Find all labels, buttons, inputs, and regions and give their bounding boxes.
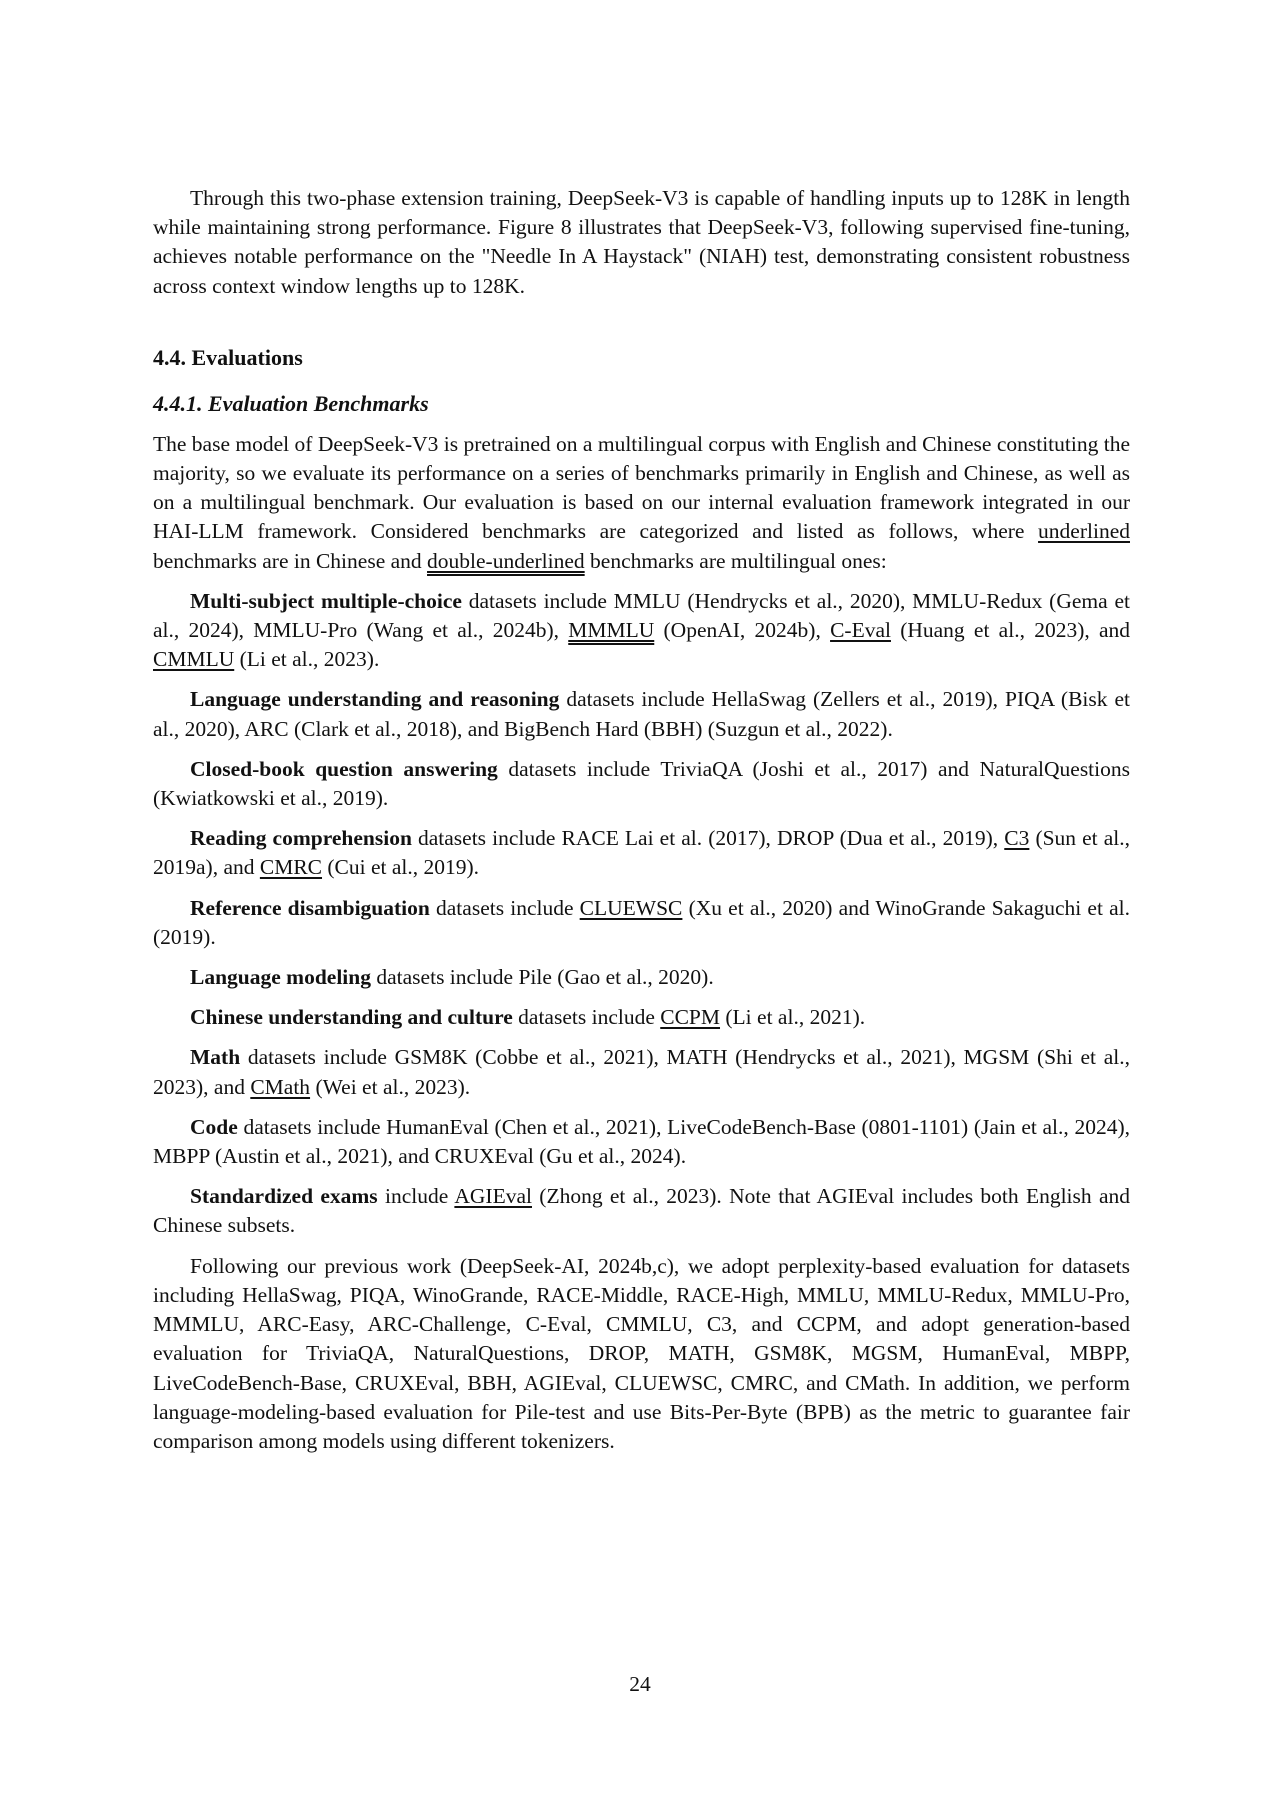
- text-run: (Cui et al., 2019).: [322, 855, 480, 880]
- text-run: include: [377, 1184, 455, 1209]
- double-underlined-term: MMMLU: [568, 618, 655, 643]
- category-reading-comprehension: [153, 824, 1130, 882]
- double-underlined-term: double-underlined: [427, 548, 585, 573]
- category-language-understanding: [153, 685, 1130, 743]
- category-label: Language understanding and reasoning: [190, 687, 560, 712]
- text-run: datasets include: [429, 895, 580, 920]
- category-label: Chinese understanding and culture: [190, 1005, 513, 1030]
- subsection-title: 4.4.1. Evaluation Benchmarks: [153, 390, 429, 416]
- text-run: datasets include: [512, 1005, 661, 1030]
- category-chinese-understanding: [153, 1003, 1130, 1032]
- followup-paragraph: Following our previous work (DeepSeek-AI, 2024b,c), we adopt perplexity-based evaluation for datasets including HellaSwag, PIQA, WinoGrande, RACE-Middle, RACE-High, MMLU, MMLU-Redux, MMLU-Pro, MMMLU, ARC-Easy, ARC-Challenge, C-Eval, CMMLU, C3, and CCPM, and adopt generation-based evaluation for TriviaQA, NaturalQuestions, DROP, MATH, GSM8K, MGSM, HumanEval, MBPP, LiveCodeBench-Base, CRUXEval, BBH, AGIEval, CLUEWSC, CMRC, and CMath. In addition, we perform language-modeling-based evaluation for Pile-test and use Bits-Per-Byte (BPB) as the metric to guarantee fair comparison among models using different tokenizers.: [153, 1253, 1130, 1453]
- category-label: Closed-book question answering: [190, 756, 498, 781]
- text-run: (Li et al., 2023).: [234, 647, 380, 672]
- underlined-term: CLUEWSC: [579, 895, 683, 920]
- category-label: Reference disambiguation: [190, 895, 430, 920]
- text-run: datasets include RACE Lai et al. (2017), DROP (Dua et al., 2019),: [411, 826, 1005, 851]
- underlined-term: CCPM: [660, 1005, 721, 1030]
- category-label: Reading comprehension: [190, 826, 412, 851]
- underlined-term: CMMLU: [153, 647, 235, 672]
- text-run: benchmarks are in Chinese and: [153, 548, 428, 573]
- category-label: Code: [190, 1114, 238, 1139]
- text-run: datasets include GSM8K (Cobbe et al., 2021), MATH (Hendrycks et al., 2021), MGSM (Shi et al., 2023), and: [153, 1045, 1130, 1099]
- category-multi-subject: [153, 587, 1130, 675]
- text-run: datasets include TriviaQA (Joshi et al., 2017) and NaturalQuestions (Kwiatkowski et al., 2019).: [153, 756, 1130, 811]
- text-run: (Li et al., 2021).: [720, 1005, 866, 1030]
- category-label: Math: [190, 1045, 241, 1070]
- section-title: 4.4. Evaluations: [153, 344, 303, 370]
- underlined-term: AGIEval: [454, 1184, 532, 1209]
- category-reference-disambiguation: [153, 894, 1130, 952]
- category-label: Language modeling: [190, 965, 371, 990]
- category-closed-book-qa: [153, 755, 1130, 813]
- text-run: (Wei et al., 2023).: [310, 1074, 471, 1099]
- category-label: Standardized exams: [190, 1184, 378, 1209]
- category-language-modeling: [153, 963, 1130, 992]
- underlined-term: C3: [1004, 826, 1030, 851]
- text-run: (Sun et al., 2019a), and: [153, 826, 1131, 880]
- page-number: 24: [629, 1672, 651, 1696]
- intro-paragraph: Through this two-phase extension training, DeepSeek-V3 is capable of handling inputs up to 128K in length while maintaining strong performance. Figure 8 illustrates that DeepSeek-V3, following supervised fine-tuning, achieves notable performance on the "Needle In A Haystack" (NIAH) test, demonstrating consistent robustness across context window lengths up to 128K.: [153, 186, 1130, 298]
- category-math: [153, 1043, 1130, 1101]
- underlined-term: CMath: [250, 1074, 311, 1099]
- text-run: The base model of DeepSeek-V3 is pretrained on a multilingual corpus with English and Chinese constituting the majority, so we evaluate its performance on a series of benchmarks primarily in English and Chinese, as well as on a multilingual benchmark. Our evaluation is based on our internal evaluation framework integrated in our HAI-LLM framework. Considered benchmarks are categorized and listed as follows, where: [153, 431, 1130, 544]
- paper-page: [153, 184, 1130, 1456]
- underlined-term: C-Eval: [830, 618, 891, 643]
- text-run: (OpenAI, 2024b),: [654, 618, 831, 643]
- benchmarks-intro-paragraph: [153, 430, 1130, 576]
- text-run: (Huang et al., 2023), and: [890, 618, 1131, 643]
- underlined-term: CMRC: [259, 855, 323, 880]
- text-run: datasets include HellaSwag (Zellers et al., 2019), PIQA (Bisk et al., 2020), ARC (Clark et al., 2018), and BigBench Hard (BBH) (Suzgun et al., 2022).: [153, 687, 1131, 741]
- category-label: Multi-subject multiple-choice: [190, 588, 462, 613]
- text-run: (Zhong et al., 2023). Note that AGIEval includes both English and Chinese subsets.: [153, 1184, 1130, 1238]
- text-run: (Xu et al., 2020) and WinoGrande Sakaguchi et al. (2019).: [153, 895, 1130, 949]
- category-code: [153, 1113, 1130, 1171]
- text-run: datasets include Pile (Gao et al., 2020).: [371, 965, 714, 990]
- text-run: datasets include HumanEval (Chen et al., 2021), LiveCodeBench-Base (0801-1101) (Jain et al., 2024), MBPP (Austin et al., 2021), and CRUXEval (Gu et al., 2024).: [153, 1114, 1130, 1169]
- text-run: benchmarks are multilingual ones:: [584, 548, 887, 573]
- text-run: datasets include MMLU (Hendrycks et al., 2020), MMLU-Redux (Gema et al., 2024), MMLU-Pro (Wang et al., 2024b),: [153, 588, 1130, 643]
- category-standardized-exams: [153, 1182, 1130, 1240]
- underlined-term: underlined: [1038, 519, 1130, 544]
